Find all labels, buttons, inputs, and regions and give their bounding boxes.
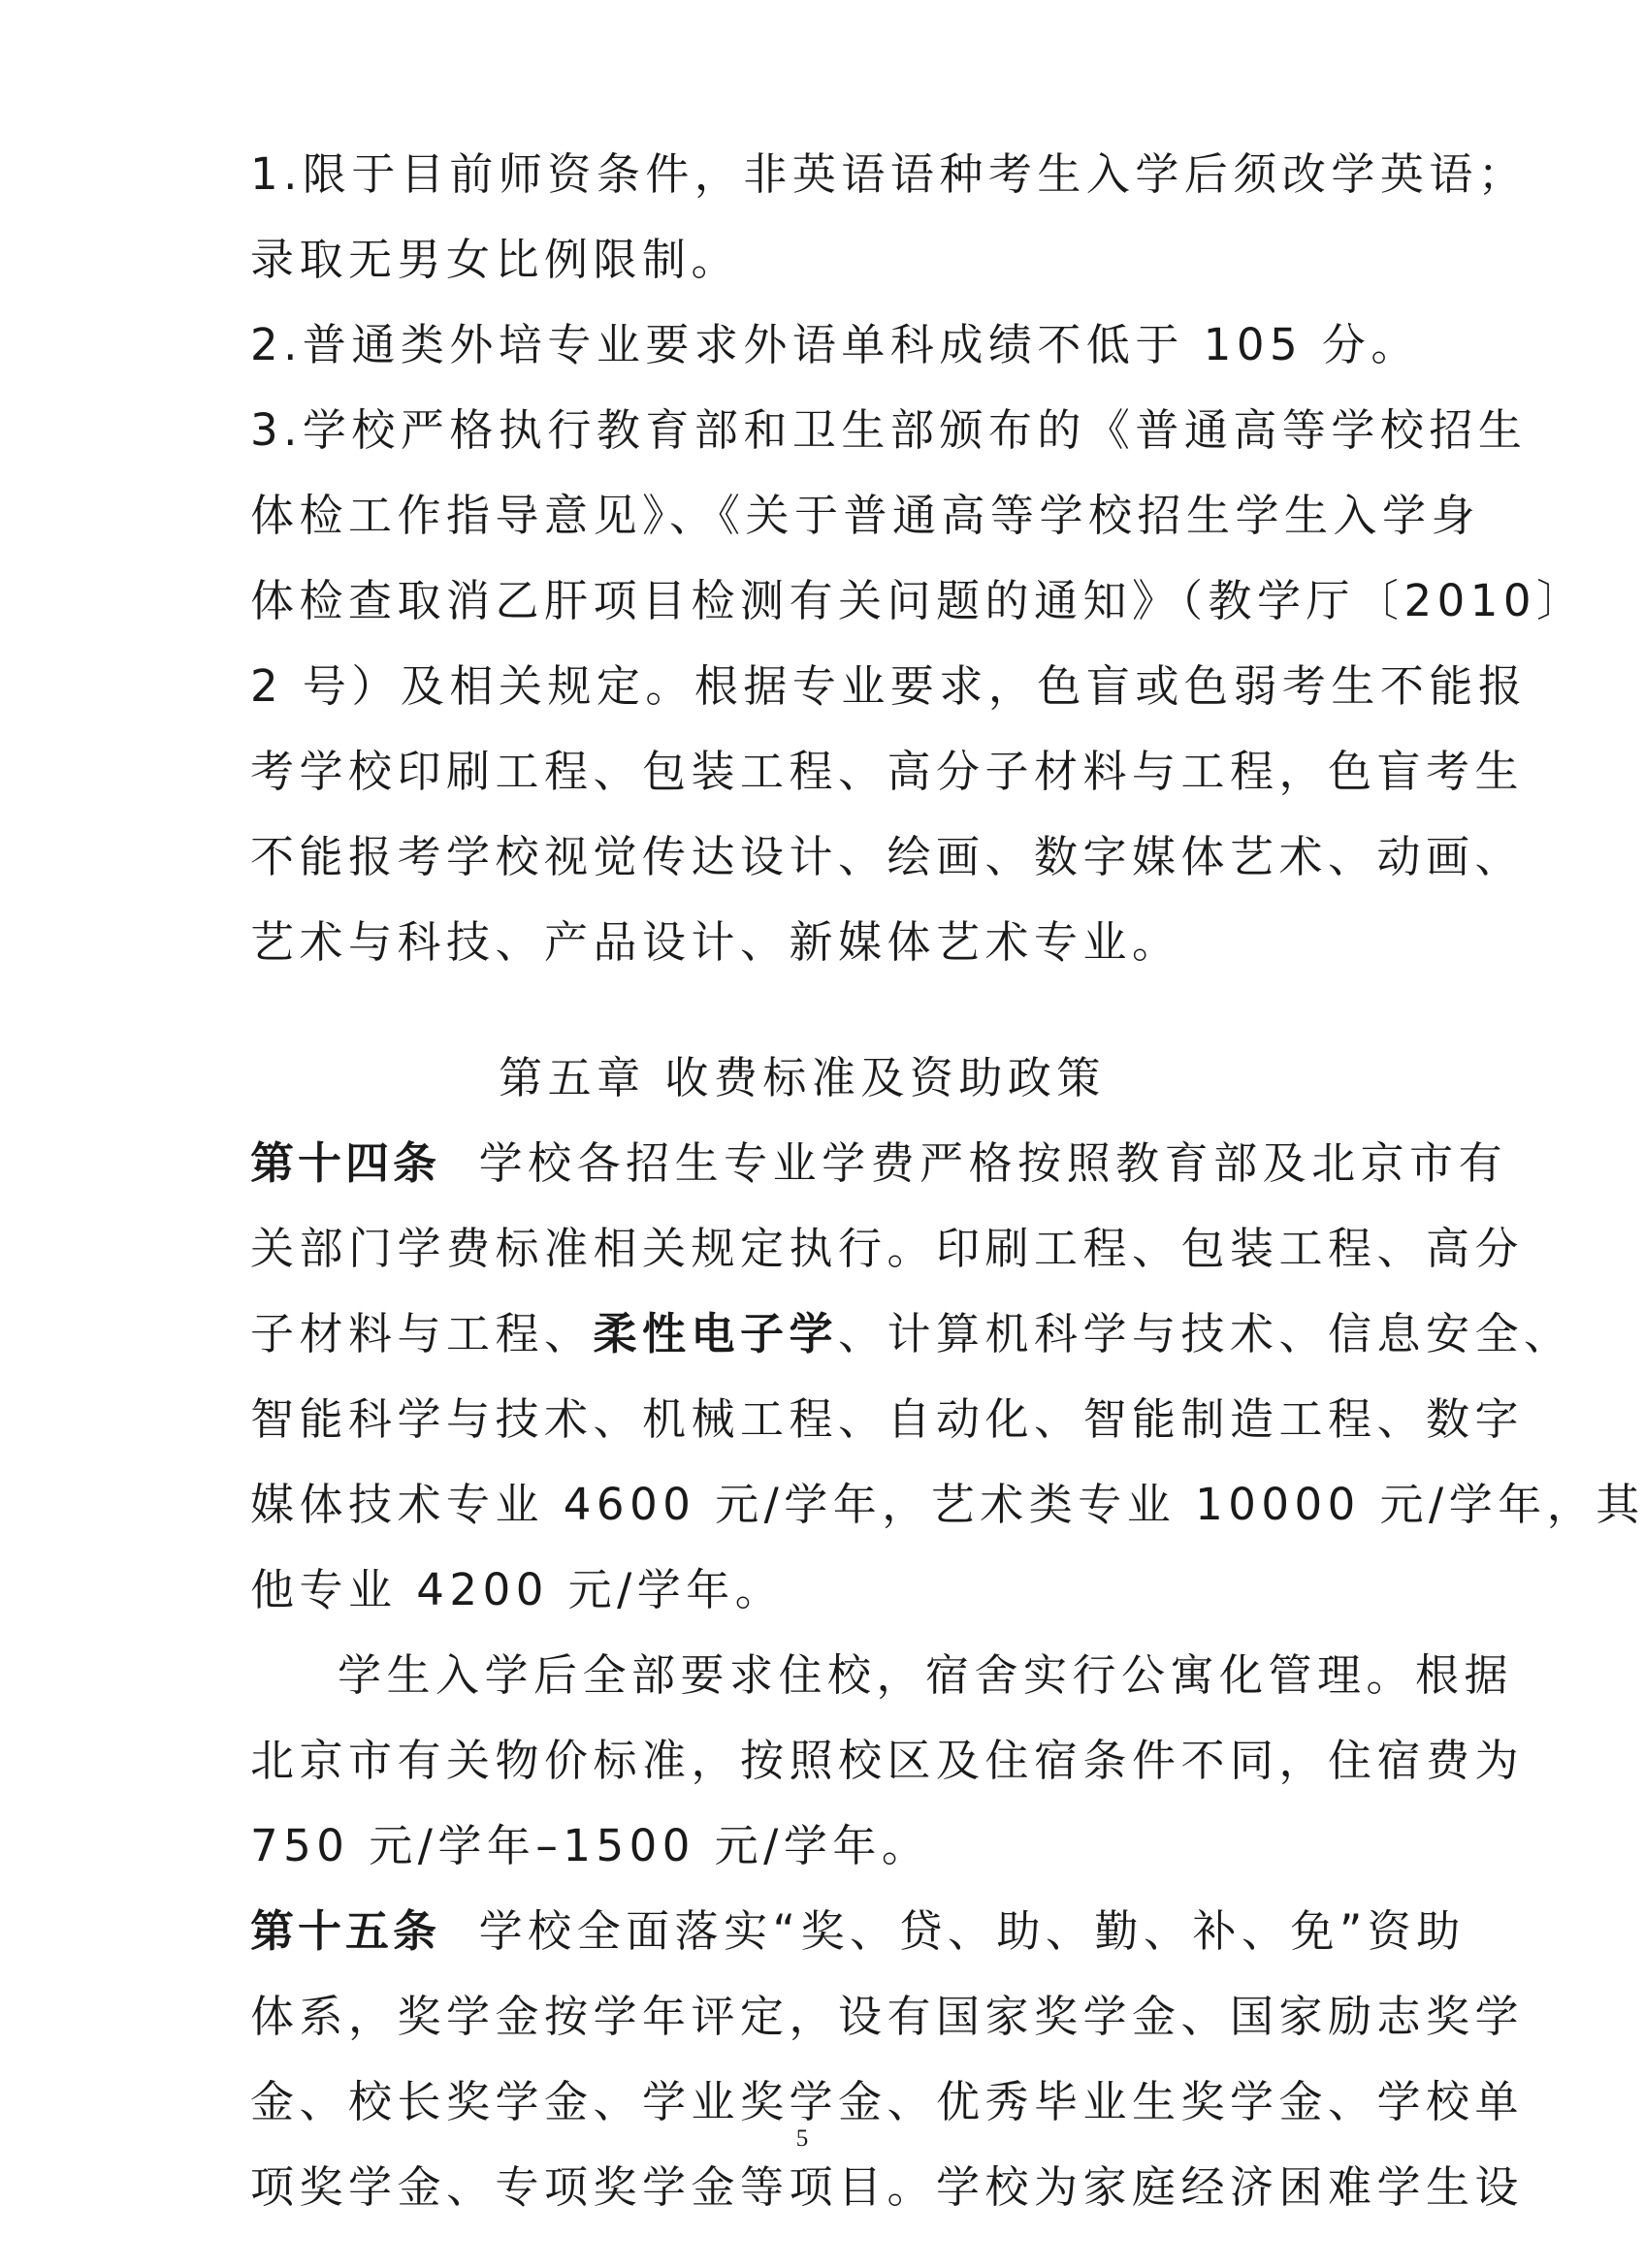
body-line: 3.学校严格执行教育部和卫生部颁布的《普通高等学校招生 xyxy=(250,404,1528,456)
article-15-label: 第十五条 xyxy=(250,1905,441,1957)
article-14-line xyxy=(250,1305,1573,1363)
article-15-line xyxy=(250,1902,1466,1961)
body-line: 录取无男女比例限制。 xyxy=(250,234,741,285)
article-14-text: 、计算机科学与技术、信息安全、 xyxy=(838,1308,1573,1359)
body-line: 体系，奖学金按学年评定，设有国家奖学金、国家励志奖学 xyxy=(250,1991,1525,2042)
body-line: 750 元/学年–1500 元/学年。 xyxy=(250,1820,931,1871)
body-line: 体检查取消乙肝项目检测有关问题的通知》（教学厅〔2010〕 xyxy=(250,575,1586,626)
body-line: 项奖学金、专项奖学金等项目。学校为家庭经济困难学生设 xyxy=(250,2161,1525,2213)
article-14-text: 子材料与工程、 xyxy=(250,1308,594,1359)
article-14-label: 第十四条 xyxy=(250,1137,441,1189)
body-line: 北京市有关物价标准，按照校区及住宿条件不同，住宿费为 xyxy=(250,1735,1525,1786)
body-line: 艺术与科技、产品设计、新媒体艺术专业。 xyxy=(250,916,1181,968)
body-line: 关部门学费标准相关规定执行。印刷工程、包装工程、高分 xyxy=(250,1223,1525,1274)
body-line: 智能科学与技术、机械工程、自动化、智能制造工程、数字 xyxy=(250,1393,1525,1445)
body-line: 不能报考学校视觉传达设计、绘画、数字媒体艺术、动画、 xyxy=(250,831,1525,882)
body-line: 1.限于目前师资条件，非英语语种考生入学后须改学英语； xyxy=(250,148,1528,200)
chapter-heading: 第五章 收费标准及资助政策 xyxy=(499,1052,1106,1103)
body-line: 学生入学后全部要求住校，宿舍实行公寓化管理。根据 xyxy=(338,1649,1514,1701)
body-line: 考学校印刷工程、包装工程、高分子材料与工程，色盲考生 xyxy=(250,746,1525,797)
body-line: 体检工作指导意见》、《关于普通高等学校招生学生入学身 xyxy=(250,490,1481,541)
body-line: 金、校长奖学金、学业奖学金、优秀毕业生奖学金、学校单 xyxy=(250,2076,1525,2127)
body-line: 2 号）及相关规定。根据专业要求，色盲或色弱考生不能报 xyxy=(250,660,1528,712)
body-line: 2.普通类外培专业要求外语单科成绩不低于 105 分。 xyxy=(250,319,1420,370)
body-line: 媒体技术专业 4600 元/学年，艺术类专业 10000 元/学年，其 xyxy=(250,1479,1645,1530)
page-number: 5 xyxy=(795,2125,809,2152)
emphasized-major: 柔性电子学 xyxy=(593,1308,839,1359)
body-line: 他专业 4200 元/学年。 xyxy=(250,1564,785,1615)
article-14-line xyxy=(250,1134,1508,1193)
article-15-text: 学校全面落实“奖、贷、助、勤、补、免”资助 xyxy=(478,1905,1466,1957)
article-14-text: 学校各招生专业学费严格按照教育部及北京市有 xyxy=(478,1137,1508,1189)
